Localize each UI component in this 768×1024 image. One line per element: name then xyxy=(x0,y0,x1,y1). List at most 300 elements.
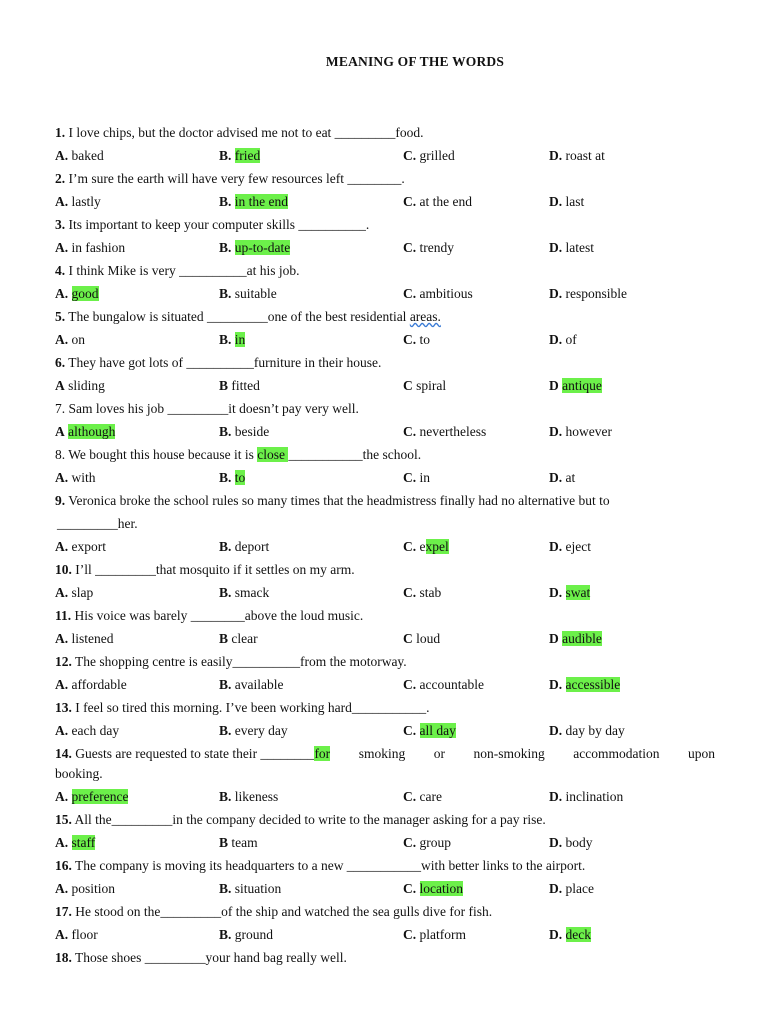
highlighted-correct-answer: all day xyxy=(419,723,456,738)
option-letter: A. xyxy=(55,539,69,554)
option-text: eject xyxy=(562,539,591,554)
answer-option-d xyxy=(549,535,591,558)
option-letter: D. xyxy=(549,835,563,850)
option-text: each day xyxy=(68,723,120,738)
question-item xyxy=(55,854,715,900)
question-stem xyxy=(55,121,715,144)
question-number: 3. xyxy=(55,217,66,232)
question-text: I’m sure the earth will have very few resources left ________. xyxy=(65,171,405,186)
option-letter: C. xyxy=(403,539,417,554)
option-letter: D. xyxy=(549,539,563,554)
question-item xyxy=(55,121,715,167)
option-text: position xyxy=(68,881,116,896)
option-letter: D. xyxy=(549,585,563,600)
question-text: I think Mike is very __________at his job. xyxy=(65,263,300,278)
answer-options xyxy=(55,785,715,808)
option-letter: C. xyxy=(403,424,417,439)
answer-options xyxy=(55,535,715,558)
answer-option-c xyxy=(403,374,446,397)
question-number: 18. xyxy=(55,950,72,965)
option-letter: A. xyxy=(55,585,69,600)
highlighted-correct-answer: accessible xyxy=(565,677,621,692)
option-letter: C. xyxy=(403,789,417,804)
option-text: with xyxy=(68,470,96,485)
answer-option-b xyxy=(219,627,258,650)
question-item xyxy=(55,213,715,259)
answer-option-c xyxy=(403,923,466,946)
answer-option-c xyxy=(403,236,454,259)
highlighted-correct-answer: in xyxy=(234,332,246,347)
question-number: 15. xyxy=(55,812,72,827)
option-text: deport xyxy=(231,539,270,554)
option-letter: C. xyxy=(403,723,417,738)
answer-option-b xyxy=(219,466,245,489)
answer-option-d xyxy=(549,282,627,305)
answer-option-b xyxy=(219,673,284,696)
option-letter: A. xyxy=(55,286,69,301)
question-item xyxy=(55,808,715,854)
option-letter: D. xyxy=(549,194,563,209)
question-stem xyxy=(55,558,715,581)
option-text: on xyxy=(68,332,85,347)
answer-option-c xyxy=(403,190,472,213)
option-letter: D xyxy=(549,631,559,646)
highlighted-answer-text: for xyxy=(314,746,331,761)
question-item xyxy=(55,696,715,742)
option-letter: B. xyxy=(219,789,232,804)
answer-options xyxy=(55,420,715,443)
option-text: every day xyxy=(231,723,288,738)
option-text: nevertheless xyxy=(416,424,487,439)
option-letter: D. xyxy=(549,723,563,738)
answer-options xyxy=(55,581,715,604)
answer-options xyxy=(55,719,715,742)
question-text: Veronica broke the school rules so many times that the headmistress finally had no alternative but to xyxy=(65,493,610,508)
question-item xyxy=(55,305,715,351)
question-stem xyxy=(55,604,715,627)
answer-option-d xyxy=(549,420,612,443)
question-item xyxy=(55,742,715,808)
option-text: accountable xyxy=(416,677,484,692)
answer-option-b xyxy=(219,785,278,808)
question-number: 1. xyxy=(55,125,66,140)
question-text: I feel so tired this morning. I’ve been working hard___________. xyxy=(71,700,430,715)
option-text: trendy xyxy=(416,240,454,255)
question-word: upon xyxy=(687,746,715,761)
highlighted-correct-answer: swat xyxy=(565,585,591,600)
option-letter: D. xyxy=(549,470,563,485)
question-item xyxy=(55,558,715,604)
answer-option-d xyxy=(549,877,594,900)
question-number: 11. xyxy=(55,608,72,623)
underlined-word: areas. xyxy=(409,309,441,324)
option-letter: B. xyxy=(219,585,232,600)
answer-option-c xyxy=(403,785,442,808)
answer-option-d xyxy=(549,831,593,854)
answer-options xyxy=(55,236,715,259)
question-stem xyxy=(55,808,715,831)
answer-option-b xyxy=(219,236,290,259)
answer-option-d xyxy=(549,466,575,489)
option-text: body xyxy=(562,835,593,850)
highlighted-correct-answer: to xyxy=(234,470,246,485)
option-letter: D xyxy=(549,378,559,393)
option-text: at the end xyxy=(416,194,472,209)
question-item xyxy=(55,489,715,558)
answer-options xyxy=(55,466,715,489)
option-letter: C. xyxy=(403,927,417,942)
question-word: or xyxy=(433,746,445,761)
highlighted-correct-answer: up-to-date xyxy=(234,240,291,255)
answer-options xyxy=(55,190,715,213)
option-text: clear xyxy=(228,631,258,646)
option-text: grilled xyxy=(416,148,455,163)
highlighted-correct-answer: good xyxy=(71,286,99,301)
question-text: Those shoes _________your hand bag really well. xyxy=(71,950,347,965)
highlighted-correct-answer: although xyxy=(68,424,116,439)
option-letter: C xyxy=(403,631,413,646)
answer-option-b xyxy=(219,420,269,443)
highlighted-correct-answer: preference xyxy=(71,789,129,804)
answer-option-a xyxy=(55,785,128,808)
option-text: last xyxy=(562,194,585,209)
option-text: loud xyxy=(412,631,441,646)
question-text-end: ___________the school. xyxy=(288,447,422,462)
question-text: All the_________in the company decided to write to the manager asking for a pay rise. xyxy=(71,812,546,827)
question-text: The company is moving its headquarters to a new ___________with better links to the airport. xyxy=(71,858,586,873)
answer-options xyxy=(55,627,715,650)
option-letter: C. xyxy=(403,194,417,209)
highlighted-correct-answer: antique xyxy=(562,378,602,393)
option-text: listened xyxy=(68,631,114,646)
answer-option-b xyxy=(219,877,281,900)
question-stem xyxy=(55,742,715,765)
question-word: accommodation xyxy=(573,746,660,761)
option-text: of xyxy=(562,332,577,347)
answer-option-c xyxy=(403,328,430,351)
answer-options xyxy=(55,923,715,946)
answer-option-d xyxy=(549,144,605,167)
option-text: ambitious xyxy=(416,286,473,301)
option-text: affordable xyxy=(68,677,127,692)
option-letter: C. xyxy=(403,835,417,850)
highlighted-correct-answer: staff xyxy=(71,835,96,850)
question-text: Its important to keep your computer skills __________. xyxy=(65,217,370,232)
option-text: baked xyxy=(68,148,104,163)
question-number: 9. xyxy=(55,493,66,508)
option-letter: B. xyxy=(219,927,232,942)
answer-option-d xyxy=(549,923,591,946)
question-stem-start xyxy=(55,742,330,765)
option-letter: B. xyxy=(219,881,232,896)
question-number: 2. xyxy=(55,171,66,186)
answer-option-a xyxy=(55,420,115,443)
answer-option-a xyxy=(55,719,119,742)
option-letter: C. xyxy=(403,677,417,692)
option-letter: A. xyxy=(55,240,69,255)
answer-options xyxy=(55,374,715,397)
answer-option-a xyxy=(55,466,96,489)
option-letter: C. xyxy=(403,585,417,600)
option-text: in fashion xyxy=(68,240,126,255)
question-word: non-smoking xyxy=(473,746,545,761)
answer-option-a xyxy=(55,877,115,900)
question-stem-continued: booking. xyxy=(55,766,103,781)
option-letter: D. xyxy=(549,677,563,692)
answer-option-c xyxy=(403,581,441,604)
option-letter: A. xyxy=(55,677,69,692)
option-text: team xyxy=(228,835,258,850)
question-number: 5. xyxy=(55,309,66,324)
question-text: We bought this house because it is xyxy=(65,447,258,462)
question-number: 7. xyxy=(55,401,66,416)
answer-option-b xyxy=(219,923,273,946)
answer-option-d xyxy=(549,719,625,742)
question-item xyxy=(55,946,715,969)
answer-option-c xyxy=(403,282,473,305)
highlighted-correct-answer: fried xyxy=(234,148,261,163)
answer-option-d xyxy=(549,673,620,696)
option-letter: A. xyxy=(55,631,69,646)
answer-option-b xyxy=(219,144,260,167)
question-stem xyxy=(55,443,715,466)
option-letter: A. xyxy=(55,470,69,485)
question-number: 17. xyxy=(55,904,72,919)
option-text: responsible xyxy=(562,286,627,301)
answer-option-d xyxy=(549,190,584,213)
question-stem-continued: _________her. xyxy=(57,516,138,531)
option-text: at xyxy=(562,470,576,485)
question-number: 13. xyxy=(55,700,72,715)
option-letter: C. xyxy=(403,332,417,347)
answer-option-a xyxy=(55,831,95,854)
question-text: Guests are requested to state their ________ xyxy=(71,746,315,761)
option-text: spiral xyxy=(412,378,447,393)
question-stem xyxy=(55,397,715,420)
option-letter: B. xyxy=(219,332,232,347)
question-text: I’ll _________that mosquito if it settles on my arm. xyxy=(71,562,355,577)
question-word: smoking xyxy=(358,746,406,761)
answer-option-a xyxy=(55,627,114,650)
question-item xyxy=(55,397,715,443)
question-stem xyxy=(55,351,715,374)
answer-options xyxy=(55,328,715,351)
option-letter: C. xyxy=(403,148,417,163)
option-letter: B. xyxy=(219,539,232,554)
question-stem xyxy=(55,900,715,923)
question-stem xyxy=(55,650,715,673)
option-letter: B. xyxy=(219,677,232,692)
answer-options xyxy=(55,831,715,854)
question-stem xyxy=(55,489,715,512)
answer-option-c xyxy=(403,877,463,900)
option-letter: A. xyxy=(55,332,69,347)
highlighted-correct-answer: location xyxy=(419,881,463,896)
option-letter: B xyxy=(219,378,229,393)
question-stem xyxy=(55,946,715,969)
option-letter: A. xyxy=(55,148,69,163)
option-letter: B. xyxy=(219,470,232,485)
question-item xyxy=(55,167,715,213)
question-text: His voice was barely ________above the loud music. xyxy=(71,608,364,623)
highlighted-correct-answer: in the end xyxy=(234,194,289,209)
answer-option-d xyxy=(549,581,590,604)
question-stem xyxy=(55,305,715,328)
option-letter: B xyxy=(219,631,229,646)
option-letter: D. xyxy=(549,332,563,347)
answer-options xyxy=(55,877,715,900)
option-text: smack xyxy=(231,585,270,600)
answer-options xyxy=(55,144,715,167)
option-text: available xyxy=(231,677,284,692)
option-letter: C. xyxy=(403,240,417,255)
answer-option-a xyxy=(55,374,105,397)
answer-option-b xyxy=(219,328,245,351)
option-text: stab xyxy=(416,585,442,600)
question-number: 14. xyxy=(55,746,72,761)
option-letter: A xyxy=(55,378,65,393)
answer-option-a xyxy=(55,282,99,305)
option-letter: A xyxy=(55,424,65,439)
answer-option-a xyxy=(55,581,93,604)
option-letter: A. xyxy=(55,881,69,896)
option-letter: C. xyxy=(403,881,417,896)
question-number: 12. xyxy=(55,654,72,669)
option-text: day by day xyxy=(562,723,625,738)
option-letter: B. xyxy=(219,424,232,439)
answer-option-b xyxy=(219,374,260,397)
option-text: situation xyxy=(231,881,282,896)
option-text: in xyxy=(416,470,431,485)
page-title: MEANING OF THE WORDS xyxy=(325,54,505,69)
option-text: care xyxy=(416,789,442,804)
answer-option-c xyxy=(403,831,451,854)
highlighted-correct-answer: audible xyxy=(562,631,602,646)
answer-options xyxy=(55,673,715,696)
option-letter: B. xyxy=(219,286,232,301)
option-letter: D. xyxy=(549,240,563,255)
answer-option-b xyxy=(219,282,277,305)
answer-option-d xyxy=(549,236,594,259)
option-text: likeness xyxy=(231,789,279,804)
question-stem xyxy=(55,259,715,282)
option-text: however xyxy=(562,424,612,439)
option-text: slap xyxy=(68,585,94,600)
answer-option-a xyxy=(55,144,104,167)
highlighted-correct-answer: deck xyxy=(565,927,591,942)
answer-option-c xyxy=(403,719,456,742)
question-item xyxy=(55,650,715,696)
option-letter: C. xyxy=(403,286,417,301)
option-letter: B. xyxy=(219,194,232,209)
answer-option-d xyxy=(549,785,623,808)
answer-option-c xyxy=(403,144,455,167)
answer-option-c xyxy=(403,420,486,443)
answer-option-b xyxy=(219,190,288,213)
answer-option-d xyxy=(549,374,602,397)
option-text: floor xyxy=(68,927,98,942)
option-letter: D. xyxy=(549,927,563,942)
question-item xyxy=(55,351,715,397)
answer-option-a xyxy=(55,923,98,946)
question-number: 10. xyxy=(55,562,72,577)
question-item xyxy=(55,443,715,489)
question-text: Sam loves his job _________it doesn’t pay very well. xyxy=(65,401,359,416)
option-letter: B xyxy=(219,835,229,850)
highlighted-answer-text: close xyxy=(257,447,289,462)
answer-options xyxy=(55,282,715,305)
answer-option-a xyxy=(55,535,106,558)
answer-option-c xyxy=(403,627,440,650)
answer-option-b xyxy=(219,581,269,604)
question-stem xyxy=(55,213,715,236)
question-number: 6. xyxy=(55,355,66,370)
answer-option-a xyxy=(55,328,85,351)
option-text: e xyxy=(416,539,426,554)
option-letter: A. xyxy=(55,835,69,850)
question-text: The shopping centre is easily__________from the motorway. xyxy=(71,654,407,669)
answer-option-b xyxy=(219,719,288,742)
question-text: They have got lots of __________furniture in their house. xyxy=(65,355,382,370)
question-text: The bungalow is situated _________one of the best residential xyxy=(65,309,410,324)
answer-option-c xyxy=(403,535,449,558)
option-letter: C. xyxy=(403,470,417,485)
question-number: 4. xyxy=(55,263,66,278)
option-letter: D. xyxy=(549,286,563,301)
question-item xyxy=(55,259,715,305)
option-letter: B. xyxy=(219,723,232,738)
option-text: fitted xyxy=(228,378,260,393)
option-letter: B. xyxy=(219,148,232,163)
answer-option-d xyxy=(549,328,577,351)
question-number: 8. xyxy=(55,447,66,462)
option-text: suitable xyxy=(231,286,277,301)
option-text: group xyxy=(416,835,451,850)
option-text: to xyxy=(416,332,431,347)
option-letter: D. xyxy=(549,789,563,804)
option-text: place xyxy=(562,881,594,896)
option-text: beside xyxy=(231,424,270,439)
question-item xyxy=(55,900,715,946)
answer-option-b xyxy=(219,535,269,558)
answer-option-c xyxy=(403,673,484,696)
option-letter: A. xyxy=(55,927,69,942)
question-text: He stood on the_________of the ship and watched the sea gulls dive for fish. xyxy=(71,904,493,919)
question-text: I love chips, but the doctor advised me not to eat _________food. xyxy=(65,125,424,140)
option-letter: B. xyxy=(219,240,232,255)
question-stem xyxy=(55,167,715,190)
option-letter: A. xyxy=(55,789,69,804)
answer-option-b xyxy=(219,831,258,854)
question-stem xyxy=(55,854,715,877)
answer-option-d xyxy=(549,627,602,650)
option-text: inclination xyxy=(562,789,624,804)
option-text: platform xyxy=(416,927,466,942)
answer-option-a xyxy=(55,673,127,696)
question-item xyxy=(55,604,715,650)
option-text: roast at xyxy=(562,148,605,163)
option-text: sliding xyxy=(64,378,105,393)
question-stem xyxy=(55,696,715,719)
option-text: lastly xyxy=(68,194,101,209)
option-text: latest xyxy=(562,240,594,255)
question-number: 16. xyxy=(55,858,72,873)
option-letter: A. xyxy=(55,723,69,738)
option-text: ground xyxy=(231,927,274,942)
option-letter: C xyxy=(403,378,413,393)
answer-option-c xyxy=(403,466,430,489)
option-text: export xyxy=(68,539,106,554)
